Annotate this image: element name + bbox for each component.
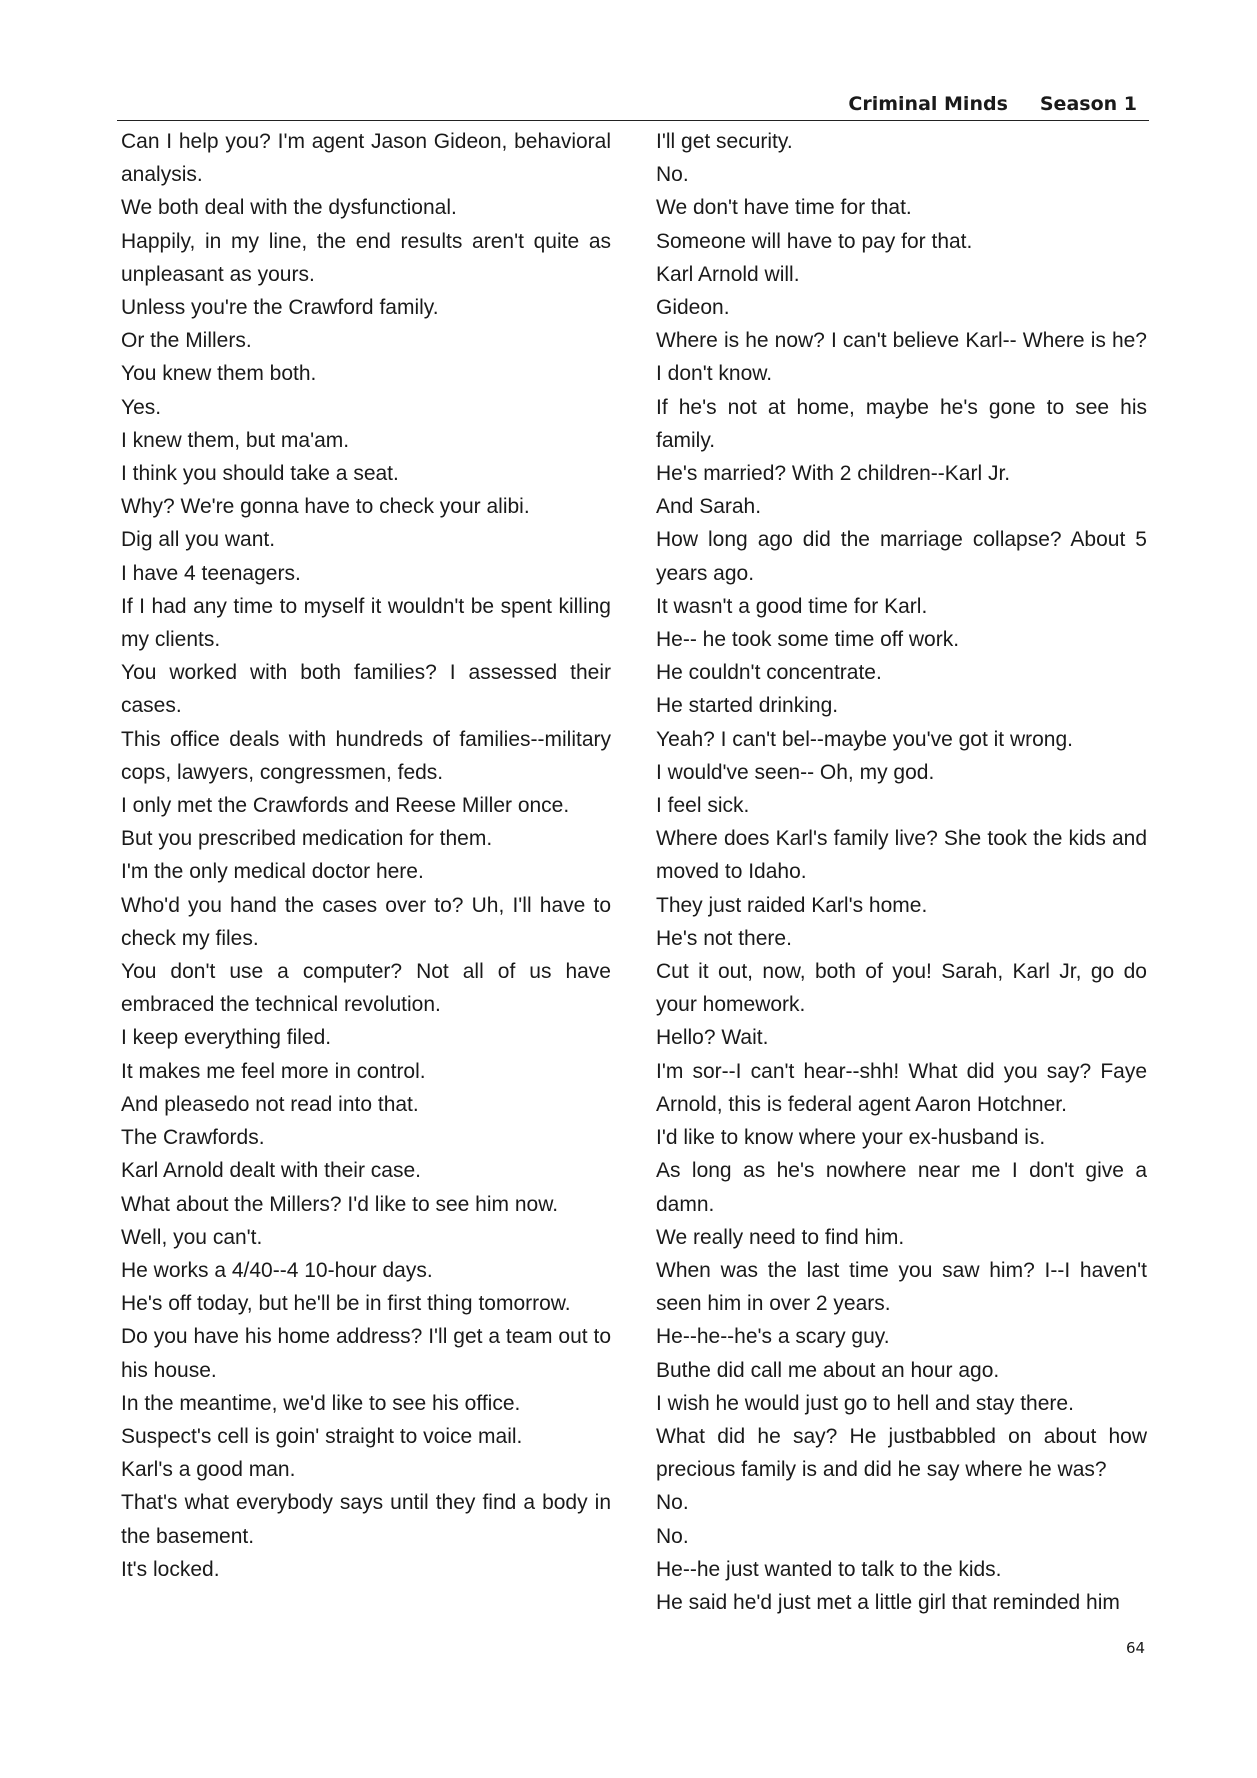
dialogue-line: If he's not at home, maybe he's gone to see his family. (656, 395, 1147, 452)
dialogue-line: Where is he now? I can't believe Karl-- Where is he? I don't know. (656, 329, 1147, 386)
dialogue-line: Someone will have to pay for that. (656, 229, 973, 253)
dialogue-line: Do you have his home address? I'll get a team out to his house. (121, 1325, 611, 1382)
right-column (656, 125, 1147, 1615)
dialogue-line: I would've seen-- Oh, my god. (656, 760, 935, 784)
page-header (117, 92, 1149, 121)
dialogue-line: He started drinking. (656, 694, 839, 718)
dialogue-line: This office deals with hundreds of families--military cops, lawyers, congressmen, feds. (121, 727, 611, 784)
dialogue-line: You worked with both families? I assessed their cases. (121, 661, 611, 718)
dialogue-line: He said he'd just met a little girl that reminded him (656, 1590, 1120, 1614)
dialogue-line: I knew them, but ma'am. (121, 428, 350, 452)
dialogue-line: Suspect's cell is goin' straight to voice mail. (121, 1424, 523, 1448)
dialogue-line: We don't have time for that. (656, 196, 912, 220)
dialogue-line: I feel sick. (656, 794, 750, 818)
dialogue-line: No. (656, 1491, 689, 1515)
dialogue-line: Happily, in my line, the end results aren't quite as unpleasant as yours. (121, 229, 611, 286)
dialogue-line: That's what everybody says until they find a body in the basement. (121, 1491, 611, 1548)
dialogue-line: I'd like to know where your ex-husband is. (656, 1126, 1046, 1150)
dialogue-line: I keep everything filed. (121, 1026, 332, 1050)
dialogue-line: It wasn't a good time for Karl. (656, 594, 928, 618)
dialogue-line: Karl Arnold will. (656, 262, 800, 286)
dialogue-line: Why? We're gonna have to check your alibi. (121, 495, 530, 519)
dialogue-line: You knew them both. (121, 362, 317, 386)
dialogue-line: He's married? With 2 children--Karl Jr. (656, 462, 1011, 486)
dialogue-line: It makes me feel more in control. (121, 1059, 426, 1083)
dialogue-line: I'll get security. (656, 130, 793, 153)
dialogue-line: It's locked. (121, 1557, 220, 1581)
dialogue-line: What about the Millers? I'd like to see him now. (121, 1192, 559, 1216)
dialogue-line: Cut it out, now, both of you! Sarah, Karl Jr, go do your homework. (656, 960, 1147, 1017)
dialogue-line: The Crawfords. (121, 1126, 265, 1150)
dialogue-line: Yes. (121, 395, 162, 419)
dialogue-line: No. (656, 1524, 689, 1548)
left-column (121, 125, 611, 1615)
dialogue-line: Gideon. (656, 296, 730, 320)
dialogue-line: He's not there. (656, 926, 792, 950)
dialogue-line: Well, you can't. (121, 1225, 263, 1249)
dialogue-line: As long as he's nowhere near me I don't give a damn. (656, 1159, 1147, 1216)
dialogue-line: How long ago did the marriage collapse? About 5 years ago. (656, 528, 1147, 585)
dialogue-line: Unless you're the Crawford family. (121, 296, 439, 320)
series-title: Criminal Minds (848, 93, 1008, 115)
dialogue-line: I only met the Crawfords and Reese Miller once. (121, 794, 570, 818)
dialogue-line: He--he just wanted to talk to the kids. (656, 1557, 1002, 1581)
dialogue-line: You don't use a computer? Not all of us have embraced the technical revolution. (121, 960, 611, 1017)
dialogue-line: Can I help you? I'm agent Jason Gideon, behavioral analysis. (121, 130, 611, 187)
dialogue-line: Who'd you hand the cases over to? Uh, I'll have to check my files. (121, 893, 611, 950)
dialogue-line: He works a 4/40--4 10-hour days. (121, 1258, 433, 1282)
dialogue-line: I'm the only medical doctor here. (121, 860, 424, 884)
dialogue-line: But you prescribed medication for them. (121, 827, 493, 851)
dialogue-line: Buthe did call me about an hour ago. (656, 1358, 1000, 1382)
dialogue-line: In the meantime, we'd like to see his office. (121, 1391, 521, 1415)
dialogue-line: And Sarah. (656, 495, 762, 519)
dialogue-line: He couldn't concentrate. (656, 661, 882, 685)
dialogue-line: We really need to find him. (656, 1225, 905, 1249)
dialogue-line: Karl's a good man. (121, 1458, 296, 1482)
dialogue-line: When was the last time you saw him? I--I haven't seen him in over 2 years. (656, 1258, 1147, 1316)
dialogue-line: He-- he took some time off work. (656, 628, 960, 652)
dialogue-line: Karl Arnold dealt with their case. (121, 1159, 421, 1183)
dialogue-line: I think you should take a seat. (121, 462, 399, 486)
dialogue-line: If I had any time to myself it wouldn't be spent killing my clients. (121, 594, 611, 652)
dialogue-line: They just raided Karl's home. (656, 893, 928, 917)
dialogue-line: What did he say? He justbabbled on about how precious family is and did he say where he was? (656, 1424, 1147, 1482)
page-number: 64 (1126, 1639, 1146, 1657)
dialogue-line: No. (656, 163, 689, 187)
dialogue-line: I have 4 teenagers. (121, 561, 301, 585)
dialogue-line: And pleasedo not read into that. (121, 1092, 419, 1116)
dialogue-line: Hello? Wait. (656, 1026, 769, 1050)
dialogue-line: Yeah? I can't bel--maybe you've got it wrong. (656, 727, 1073, 751)
dialogue-line: He's off today, but he'll be in first thing tomorrow. (121, 1292, 571, 1316)
dialogue-line: I'm sor--I can't hear--shh! What did you say? Faye Arnold, this is federal agent Aaron Hotchner. (656, 1059, 1147, 1116)
dialogue-line: Dig all you want. (121, 528, 276, 552)
dialogue-line: Or the Millers. (121, 329, 252, 353)
dialogue-line: I wish he would just go to hell and stay there. (656, 1391, 1074, 1415)
dialogue-line: Where does Karl's family live? She took the kids and moved to Idaho. (656, 827, 1147, 884)
dialogue-line: He--he--he's a scary guy. (656, 1325, 890, 1349)
season-label: Season 1 (1039, 93, 1137, 115)
dialogue-line: We both deal with the dysfunctional. (121, 196, 457, 220)
